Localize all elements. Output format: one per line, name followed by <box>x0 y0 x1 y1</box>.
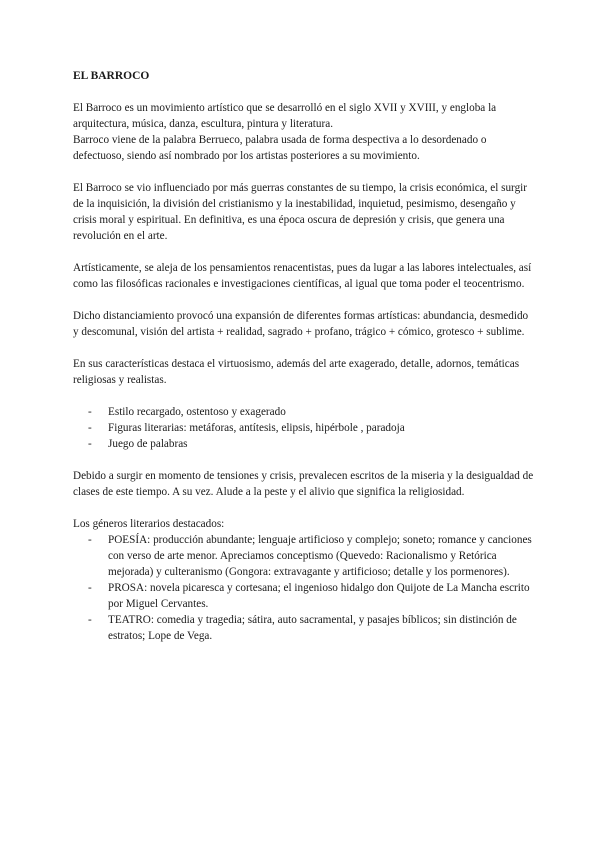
context-paragraph: Debido a surgir en momento de tensiones y crisis, prevalecen escritos de la miseria y la desigualdad de clases de este tiempo. A su vez. Alude a la peste y el alivio que significa la religiosidad. <box>73 470 534 498</box>
influences-paragraph: El Barroco se vio influenciado por más guerras constantes de su tiempo, la crisis económica, el surgir de la inquisición, la división del cristianismo y la inestabilidad, inquietud, pesimismo, desengaño y crisis moral y espiritual. En definitiva, es una época oscura de depresión y crisis, que genera una revolución en el arte. <box>73 182 528 242</box>
list-item: - POESÍA: producción abundante; lenguaje artificioso y complejo; soneto; romance y canciones con verso de arte menor. Apreciamos conceptismo (Quevedo: Racionalismo y Retórica mejorada) y culteranismo (Gongora: extravagante y artificioso; detalle y los pormenores). <box>73 532 535 580</box>
list-item: - Juego de palabras <box>73 436 535 452</box>
document-body <box>73 68 535 660</box>
genres-heading: Los géneros literarios destacados: <box>73 518 225 530</box>
document-title: EL BARROCO <box>73 70 150 82</box>
list-item: - Figuras literarias: metáforas, antítesis, elipsis, hipérbole , paradoja <box>73 420 535 436</box>
list-item: - Estilo recargado, ostentoso y exagerado <box>73 404 535 420</box>
intro-paragraph-2: Barroco viene de la palabra Berrueco, palabra usada de forma despectiva a lo desordenado o defectuoso, siendo así nombrado por los artistas posteriores a su movimiento. <box>73 134 487 162</box>
expansion-paragraph: Dicho distanciamiento provocó una expansión de diferentes formas artísticas: abundancia, desmedido y descomunal, visión del artista + realidad, sagrado + profano, trágico + cómico, grotesco + sublime. <box>73 310 529 338</box>
characteristics-paragraph: En sus características destaca el virtuosismo, además del arte exagerado, detalle, adornos, temáticas religiosas y realistas. <box>73 358 520 386</box>
features-list <box>73 404 535 452</box>
list-item: - TEATRO: comedia y tragedia; sátira, auto sacramental, y pasajes bíblicos; sin distinción de estratos; Lope de Vega. <box>73 612 535 644</box>
artistic-paragraph: Artísticamente, se aleja de los pensamientos renacentistas, pues da lugar a las labores intelectuales, así como las filosóficas racionales e investigaciones científicas, al igual que toma poder el teocentrismo. <box>73 262 532 290</box>
list-item: - PROSA: novela picaresca y cortesana; el ingenioso hidalgo don Quijote de La Mancha escrito por Miguel Cervantes. <box>73 580 535 612</box>
genres-list <box>73 532 535 644</box>
intro-paragraph-1: El Barroco es un movimiento artístico que se desarrolló en el siglo XVII y XVIII, y engloba la arquitectura, música, danza, escultura, pintura y literatura. <box>73 102 497 130</box>
